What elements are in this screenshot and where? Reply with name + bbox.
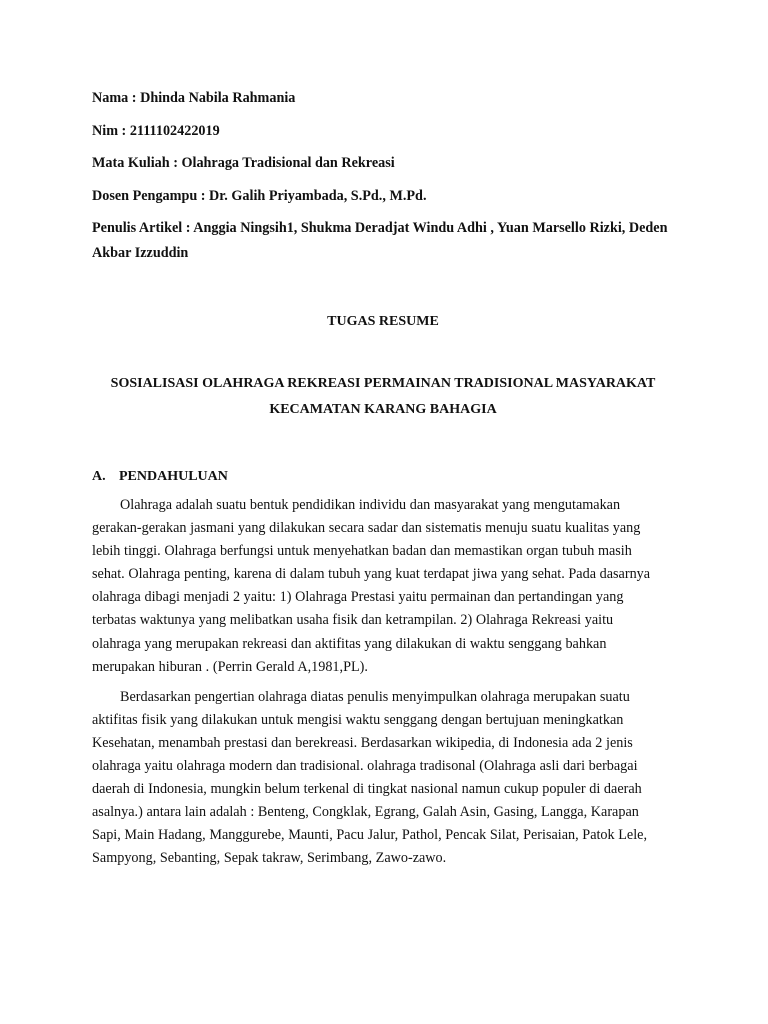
paragraph-1 [92,494,674,679]
paragraph-line: lebih tinggi. Olahraga berfungsi untuk menyehatkan badan dan memastikan organ tubuh masih [92,543,632,560]
paragraph-line: olahraga yaitu olahraga modern dan tradisional. olahraga tradisonal (Olahraga asli dari berbagai [92,758,638,775]
article-authors-line-2: Akbar Izzuddin [92,245,189,261]
section-title: PENDAHULUAN [119,469,228,484]
document-content [92,86,674,871]
article-title-line-2: KECAMATAN KARANG BAHAGIA [269,402,497,417]
paragraph-line: Sapi, Main Hadang, Manggurebe, Maunti, Pacu Jalur, Pathol, Pencak Silat, Perisaian, Patok Lele, [92,827,648,844]
paragraph-line: Sampyong, Sebanting, Sepak takraw, Serimbang, Zawo-zawo. [92,850,447,867]
paragraph-line: aktifitas fisik yang dilakukan untuk mengisi waktu senggang dengan bertujuan meningkatkan [92,711,624,728]
paragraph-line: Olahraga adalah suatu bentuk pendidikan individu dan masyarakat yang mengutamakan [120,497,621,513]
student-nim: Nim : 2111102422019 [92,122,220,139]
paragraph-line: terbatas waktunya yang melibatkan usaha fisik dan ketrampilan. 2) Olahraga Rekreasi yaitu [92,612,614,629]
paragraph-line: daerah di Indonesia, mungkin belum terkenal di tingkat nasional namun cukup populer di daerah [92,781,642,798]
paragraph-line: gerakan-gerakan jasmani yang dilakukan secara sadar dan sistematis menuju suatu kualitas yang [92,520,641,537]
paragraph-line: Kesehatan, menambah prestasi dan berekreasi. Berdasarkan wikipedia, di Indonesia ada 2 jenis [92,734,633,751]
section-letter: A. [92,469,106,484]
paragraph-line: sehat. Olahraga penting, karena di dalam tubuh yang kuat terdapat jiwa yang sehat. Pada dasarnya [92,566,651,583]
paragraph-line: Berdasarkan pengertian olahraga diatas penulis menyimpulkan olahraga merupakan suatu [120,688,630,705]
article-title-line-1: SOSIALISASI OLAHRAGA REKREASI PERMAINAN TRADISIONAL MASYARAKAT [110,376,656,391]
paragraph-line: olahraga dibagi menjadi 2 yaitu: 1) Olahraga Prestasi yaitu permainan dan pertandingan yang [92,589,624,606]
article-authors-line-1: Penulis Artikel : Anggia Ningsih1, Shukma Deradjat Windu Adhi , Yuan Marsello Rizki, Deden [92,220,668,236]
paragraph-line: asalnya.) antara lain adalah : Benteng, Congklak, Egrang, Galah Asin, Gasing, Langga, Karapan [92,804,639,821]
article-authors [92,216,674,266]
student-name: Nama : Dhinda Nabila Rahmania [92,90,296,106]
section-heading [92,465,674,489]
paragraph-line: merupakan hiburan . (Perrin Gerald A,1981,PL). [92,658,368,675]
course-name: Mata Kuliah : Olahraga Tradisional dan Rekreasi [92,155,395,171]
article-title [92,371,674,423]
paragraph-line: olahraga yang merupakan rekreasi dan aktifitas yang dilakukan di waktu senggang bahkan [92,635,607,652]
paragraph-2 [92,686,674,871]
document-title: TUGAS RESUME [327,314,439,329]
lecturer-name: Dosen Pengampu : Dr. Galih Priyambada, S.Pd., M.Pd. [92,187,427,204]
